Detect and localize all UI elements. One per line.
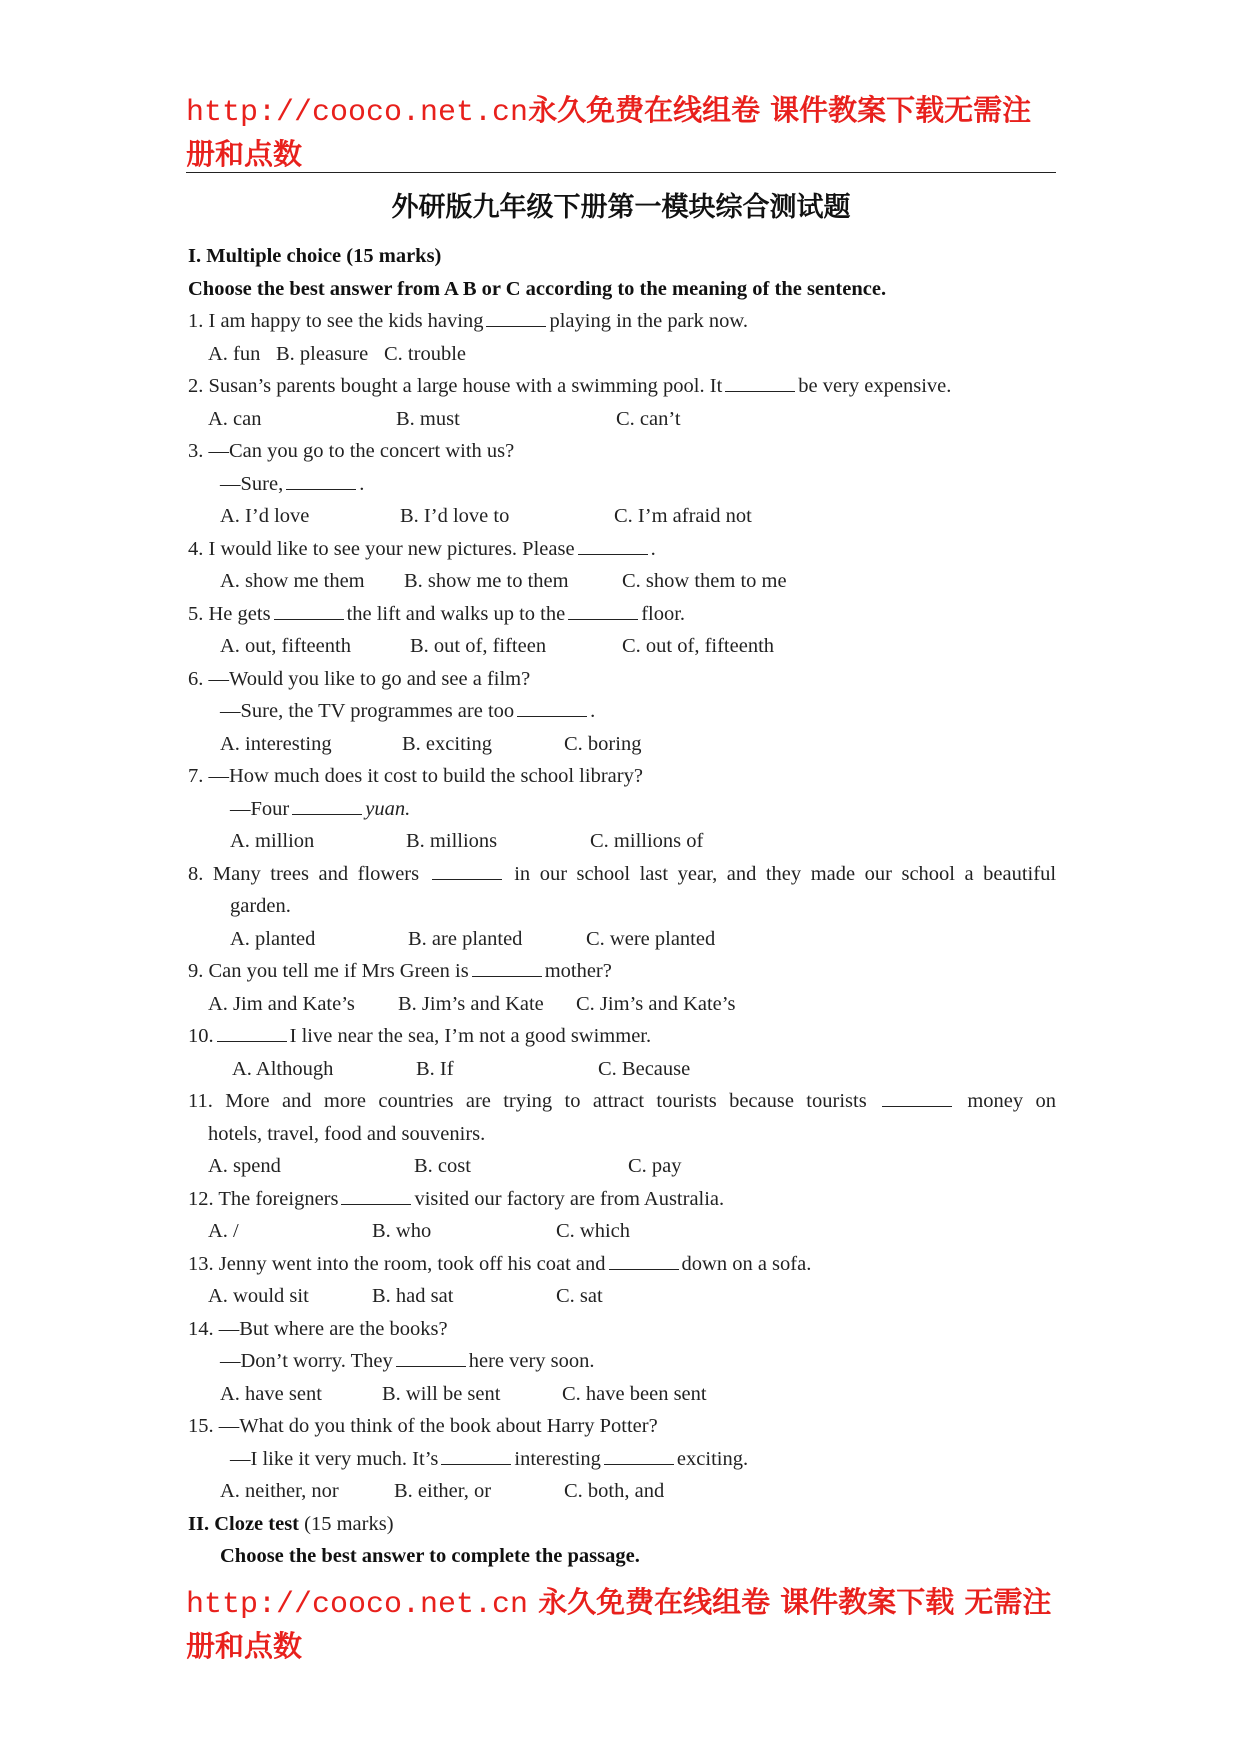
option-a: A. Jim and Kate’s (208, 992, 355, 1015)
option-b: B. millions (406, 830, 498, 852)
question-text: mother? (544, 960, 612, 982)
option-b: B. exciting (402, 732, 492, 755)
answer-blank (517, 696, 587, 717)
banner-text: 永久免费在线组卷 课件教案下载 无需注 (528, 1585, 1052, 1619)
question-stem (188, 598, 1056, 631)
option-a: A. can (208, 407, 262, 430)
question-stem (188, 1183, 1056, 1216)
section-heading (188, 1508, 1056, 1541)
option-a: A. interesting (220, 732, 332, 755)
option-b: B. must (396, 407, 460, 430)
question-stem (188, 1248, 1056, 1281)
question-stem (188, 533, 1056, 566)
question-text: floor. (641, 602, 686, 625)
option-a: A. show me them (220, 570, 365, 592)
option-b: B. either, or (394, 1480, 492, 1502)
option-b: B. who (372, 1220, 432, 1242)
question-text: I live near the sea, I’m not a good swimmer. (289, 1025, 652, 1047)
option-b: B. I’d love to (400, 505, 510, 527)
answer-blank (292, 794, 362, 815)
option-c: C. Jim’s and Kate’s (576, 992, 736, 1015)
question-text: hotels, travel, food and souvenirs. (208, 1122, 486, 1145)
options-row (188, 988, 1056, 1021)
question-stem: 15. —What do you think of the book about Harry Potter? (188, 1415, 658, 1437)
question-stem (188, 1085, 1056, 1118)
question-stem (188, 305, 1056, 338)
option-c: C. show them to me (622, 570, 787, 592)
question-stem (188, 370, 1056, 403)
question-text: 12. The foreigners (188, 1187, 339, 1210)
answer-blank (609, 1249, 679, 1270)
answer-blank (604, 1444, 674, 1465)
option-a: A. fun (208, 342, 261, 365)
option-b: B. had sat (372, 1285, 454, 1307)
option-b: B. cost (414, 1155, 471, 1177)
option-c: C. boring (564, 732, 642, 755)
option-a: A. spend (208, 1155, 281, 1177)
question-stem (188, 858, 1056, 891)
option-b: B. will be sent (382, 1382, 501, 1405)
options-row (188, 1378, 1056, 1411)
banner-url-link[interactable]: http://cooco.net.cn (186, 96, 529, 130)
option-c: C. can’t (616, 407, 681, 430)
answer-blank (396, 1346, 466, 1367)
options-row (188, 1053, 1056, 1086)
document-body (188, 240, 1056, 1573)
answer-blank (432, 859, 502, 880)
option-c: C. out of, fifteenth (622, 635, 775, 657)
option-c: C. Because (598, 1057, 691, 1080)
answer-blank (882, 1086, 952, 1107)
options-row (188, 728, 1056, 761)
question-text: 13. Jenny went into the room, took off his coat and (188, 1252, 606, 1275)
question-stem: 14. —But where are the books? (188, 1317, 448, 1340)
option-c: C. were planted (586, 927, 716, 950)
question-text: be very expensive. (798, 375, 952, 397)
question-reply (188, 1345, 1056, 1378)
options-row (188, 338, 1056, 371)
option-a: A. Although (232, 1057, 334, 1080)
question-text: 8. Many trees and flowers (188, 862, 420, 885)
footer-banner (186, 1582, 1066, 1667)
section-heading: I. Multiple choice (15 marks) (188, 245, 442, 267)
question-stem (188, 955, 1056, 988)
option-a: A. million (230, 830, 315, 852)
question-stem: 3. —Can you go to the concert with us? (188, 440, 515, 462)
option-b: B. are planted (408, 927, 523, 950)
question-text: in our school last year, and they made our school a beautiful (514, 862, 1057, 885)
question-text: . (359, 472, 365, 495)
option-c: C. sat (556, 1285, 603, 1307)
option-a: A. have sent (220, 1382, 322, 1405)
question-text: visited our factory are from Australia. (414, 1187, 725, 1210)
question-text: 11. More and more countries are trying to attract tourists because tourists (188, 1090, 867, 1112)
question-text: 5. He gets (188, 602, 271, 625)
question-text: the lift and walks up to the (346, 602, 566, 625)
option-b: B. out of, fifteen (410, 635, 547, 657)
option-a: A. out, fifteenth (220, 635, 351, 657)
question-text: . (650, 537, 656, 560)
question-text: —Sure, (220, 472, 284, 495)
banner-line-1 (186, 90, 1066, 134)
banner-line-2: 册和点数 (186, 137, 303, 171)
options-row (188, 825, 1056, 858)
answer-blank (578, 534, 648, 555)
option-b: B. pleasure (276, 342, 369, 365)
option-a: A. I’d love (220, 505, 310, 527)
option-a: A. / (208, 1220, 239, 1242)
answer-blank (486, 306, 546, 327)
section-instruction: Choose the best answer to complete the passage. (220, 1545, 640, 1567)
option-b: B. Jim’s and Kate (398, 992, 544, 1015)
options-row (188, 500, 1056, 533)
question-text: 2. Susan’s parents bought a large house with a swimming pool. It (188, 375, 723, 397)
banner-line-1 (186, 1582, 1066, 1626)
options-row (188, 1280, 1056, 1313)
option-c: C. pay (628, 1155, 682, 1177)
answer-blank (725, 371, 795, 392)
options-row (188, 565, 1056, 598)
option-a: A. planted (230, 927, 316, 950)
question-text: yuan. (365, 797, 411, 820)
question-text: money on (967, 1090, 1056, 1112)
section-heading-bold: II. Cloze test (188, 1512, 300, 1535)
answer-blank (441, 1444, 511, 1465)
page-title: 外研版九年级下册第一模块综合测试题 (391, 192, 851, 223)
option-b: B. If (416, 1057, 454, 1080)
options-row (188, 1475, 1056, 1508)
question-text: 10. (188, 1025, 214, 1047)
question-text: 1. I am happy to see the kids having (188, 310, 484, 332)
option-c: C. trouble (384, 342, 466, 365)
question-text: interesting (514, 1447, 601, 1470)
option-c: C. both, and (564, 1480, 665, 1502)
section-instruction: Choose the best answer from A B or C according to the meaning of the sentence. (188, 277, 887, 300)
banner-url-link[interactable]: http://cooco.net.cn (186, 1588, 529, 1622)
question-text: exciting. (676, 1447, 749, 1470)
option-a: A. would sit (208, 1285, 309, 1307)
question-reply (188, 468, 1056, 501)
option-c: C. have been sent (562, 1382, 707, 1405)
options-row (188, 630, 1056, 663)
options-row (188, 1150, 1056, 1183)
options-row (188, 403, 1056, 436)
option-c: C. millions of (590, 830, 704, 852)
question-text: 9. Can you tell me if Mrs Green is (188, 960, 469, 982)
option-a: A. neither, nor (220, 1480, 339, 1502)
question-stem (188, 1020, 1056, 1053)
question-reply (188, 793, 1056, 826)
section-heading-marks: (15 marks) (299, 1512, 394, 1535)
banner-text: 永久免费在线组卷 课件教案下载无需注 (528, 93, 1032, 127)
question-stem: 7. —How much does it cost to build the school library? (188, 765, 643, 787)
question-text: playing in the park now. (549, 310, 748, 332)
answer-blank (472, 956, 542, 977)
header-banner (186, 90, 1066, 175)
question-text: —Four (230, 797, 290, 820)
question-reply (188, 1443, 1056, 1476)
option-b: B. show me to them (404, 570, 569, 592)
question-text: 4. I would like to see your new pictures. Please (188, 537, 575, 560)
header-divider (186, 172, 1056, 173)
answer-blank (274, 599, 344, 620)
answer-blank (341, 1184, 411, 1205)
option-c: C. which (556, 1220, 631, 1242)
question-reply (188, 695, 1056, 728)
answer-blank (217, 1021, 287, 1042)
question-text: —Don’t worry. They (220, 1350, 393, 1372)
question-text: down on a sofa. (681, 1252, 812, 1275)
question-text: here very soon. (468, 1350, 595, 1372)
question-stem: 6. —Would you like to go and see a film? (188, 667, 531, 690)
answer-blank (286, 469, 356, 490)
options-row (188, 923, 1056, 956)
question-text: —Sure, the TV programmes are too (220, 700, 515, 722)
options-row (188, 1215, 1056, 1248)
answer-blank (568, 599, 638, 620)
question-text: . (590, 700, 596, 722)
question-text: —I like it very much. It’s (230, 1447, 439, 1470)
option-c: C. I’m afraid not (614, 505, 752, 527)
question-text: garden. (230, 895, 291, 917)
banner-line-2: 册和点数 (186, 1629, 303, 1663)
